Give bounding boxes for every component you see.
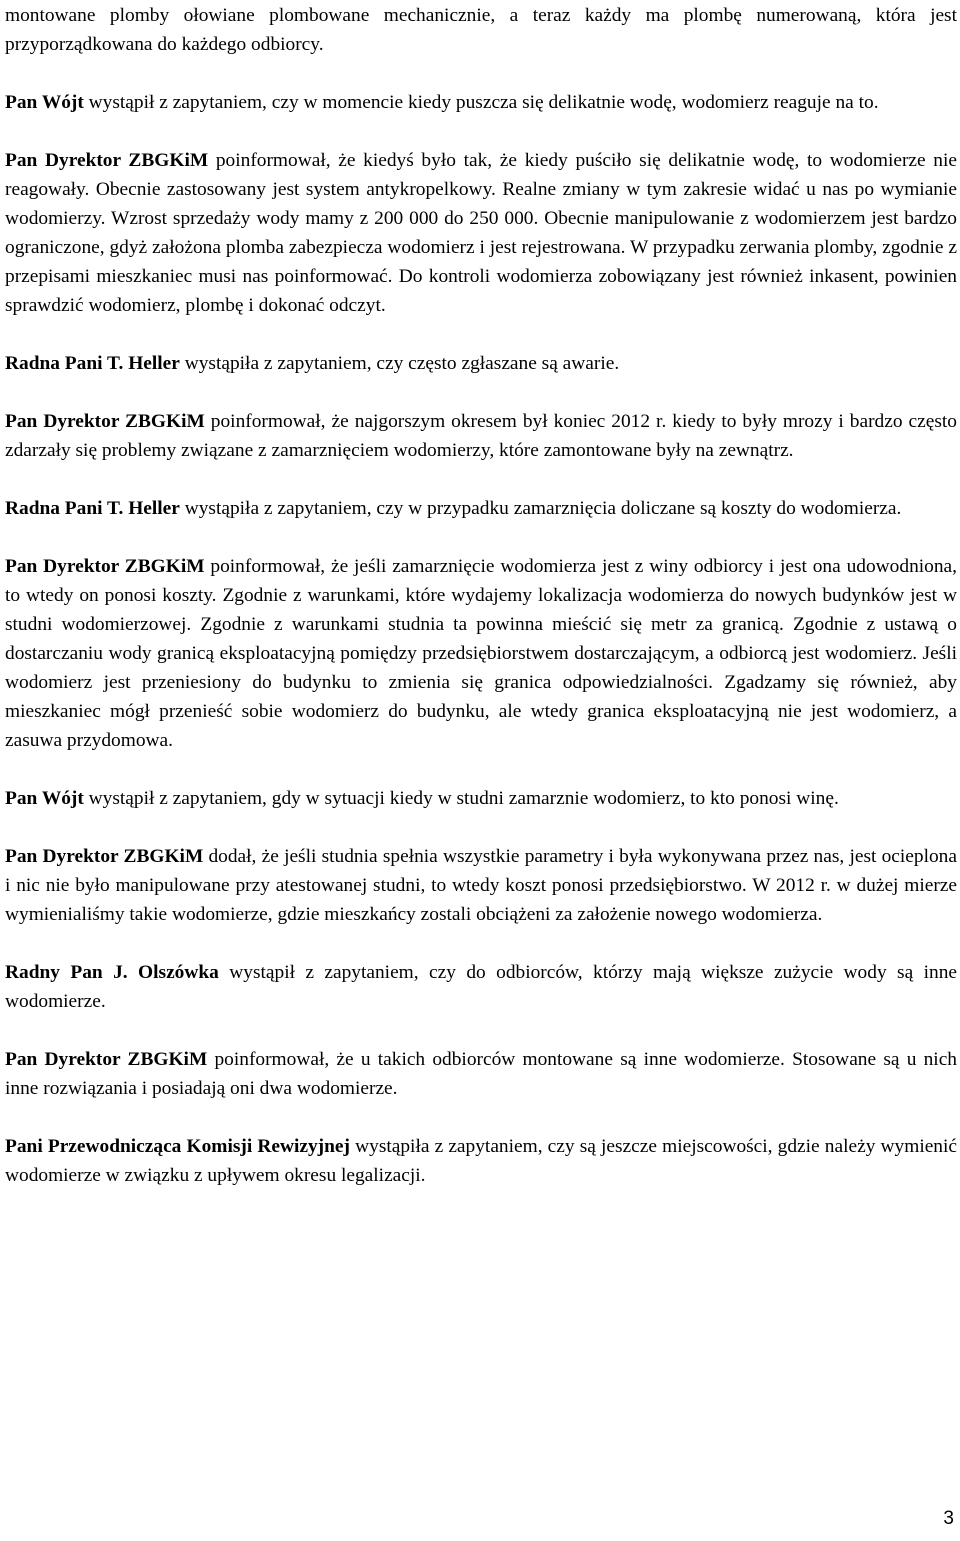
- speaker-name: Radna Pani T. Heller: [5, 498, 180, 519]
- paragraph-text: poinformował, że kiedyś było tak, że kiedy puściło się delikatnie wodę, to wodomierze nie reagowały. Obecnie zastosowany jest system antykropelkowy. Realne zmiany w tym zakresie widać u nas po wymianie wodomierzy. Wzrost sprzedaży wody mamy z 200 000 do 250 000. Obecnie manipulowanie z wodomierzem jest bardzo ograniczone, gdyż założona plomba zabezpiecza wodomierz i jest rejestrowana. W przypadku zerwania plomby, zgodnie z przepisami mieszkaniec musi nas poinformować. Do kontroli wodomierza zobowiązany jest również inkasent, powinien sprawdzić wodomierz, plombę i dokonać odczyt.: [5, 150, 957, 316]
- paragraph: [5, 842, 957, 929]
- paragraph-text: poinformował, że u takich odbiorców montowane są inne wodomierze. Stosowane są u nich inne rozwiązania i posiadają oni dwa wodomierze.: [5, 1049, 957, 1099]
- paragraph: [5, 88, 957, 117]
- paragraph-text: wystąpiła z zapytaniem, czy często zgłaszane są awarie.: [179, 353, 620, 374]
- paragraph-text: wystąpiła z zapytaniem, czy w przypadku zamarznięcia doliczane są koszty do wodomierza.: [179, 498, 902, 519]
- speaker-name: Pan Dyrektor ZBGKiM: [5, 556, 205, 577]
- paragraph: [5, 784, 957, 813]
- paragraph: [5, 349, 957, 378]
- speaker-name: Radny Pan J. Olszówka: [5, 962, 219, 983]
- paragraph: [5, 958, 957, 1016]
- speaker-name: Pan Wójt: [5, 92, 84, 113]
- speaker-name: Pan Dyrektor ZBGKiM: [5, 846, 204, 867]
- paragraph: [5, 146, 957, 320]
- paragraph: [5, 494, 957, 523]
- paragraph: [5, 1045, 957, 1103]
- speaker-name: Pan Wójt: [5, 788, 84, 809]
- speaker-name: Pan Dyrektor ZBGKiM: [5, 150, 209, 171]
- paragraph-text: montowane plomby ołowiane plombowane mechanicznie, a teraz każdy ma plombę numerowaną, która jest przyporządkowana do każdego odbiorcy.: [5, 5, 957, 55]
- paragraph: [5, 1, 957, 59]
- speaker-name: Radna Pani T. Heller: [5, 353, 180, 374]
- paragraph-text: dodał, że jeśli studnia spełnia wszystkie parametry i była wykonywana przez nas, jest ocieplona i nic nie było manipulowane przy atestowanej studni, to wtedy koszt ponosi przedsiębiorstwo. W 2012 r. w dużej mierze wymienialiśmy takie wodomierze, gdzie mieszkańcy zostali obciążeni za założenie nowego wodomierza.: [5, 846, 957, 925]
- paragraph: [5, 407, 957, 465]
- paragraph-text: wystąpił z zapytaniem, czy w momencie kiedy puszcza się delikatnie wodę, wodomierz reaguje na to.: [83, 92, 879, 113]
- paragraph: [5, 1132, 957, 1190]
- paragraph-text: poinformował, że najgorszym okresem był koniec 2012 r. kiedy to były mrozy i bardzo często zdarzały się problemy związane z zamarznięciem wodomierzy, które zamontowane były na zewnątrz.: [5, 411, 957, 461]
- paragraph-text: wystąpiła z zapytaniem, czy są jeszcze miejscowości, gdzie należy wymienić wodomierze w związku z upływem okresu legalizacji.: [5, 1136, 957, 1186]
- speaker-name: Pan Dyrektor ZBGKiM: [5, 1049, 208, 1070]
- document-body: [5, 1, 957, 1190]
- paragraph-text: wystąpił z zapytaniem, gdy w sytuacji kiedy w studni zamarznie wodomierz, to kto ponosi winę.: [83, 788, 839, 809]
- page-number: 3: [943, 1508, 954, 1529]
- paragraph: [5, 552, 957, 755]
- speaker-name: Pan Dyrektor ZBGKiM: [5, 411, 205, 432]
- speaker-name: Pani Przewodnicząca Komisji Rewizyjnej: [5, 1136, 350, 1157]
- paragraph-text: poinformował, że jeśli zamarznięcie wodomierza jest z winy odbiorcy i jest ona udowodniona, to wtedy on ponosi koszty. Zgodnie z warunkami, które wydajemy lokalizacja wodomierza do nowych budynków jest w studni wodomierzowej. Zgodnie z warunkami studnia ta powinna mieścić się metr za granicą. Zgodnie z ustawą o dostarczaniu wody granicą eksploatacyjną pomiędzy przedsiębiorstwem dostarczającym, a odbiorcą jest wodomierz. Jeśli wodomierz jest przeniesiony do budynku to zmienia się granica odpowiedzialności. Zgadzamy się również, aby mieszkaniec mógł przenieść sobie wodomierz do budynku, ale wtedy granica eksploatacyjną nie jest wodomierz, a zasuwa przydomowa.: [5, 556, 957, 751]
- paragraph-text: wystąpił z zapytaniem, czy do odbiorców, którzy mają większe zużycie wody są inne wodomierze.: [5, 962, 957, 1012]
